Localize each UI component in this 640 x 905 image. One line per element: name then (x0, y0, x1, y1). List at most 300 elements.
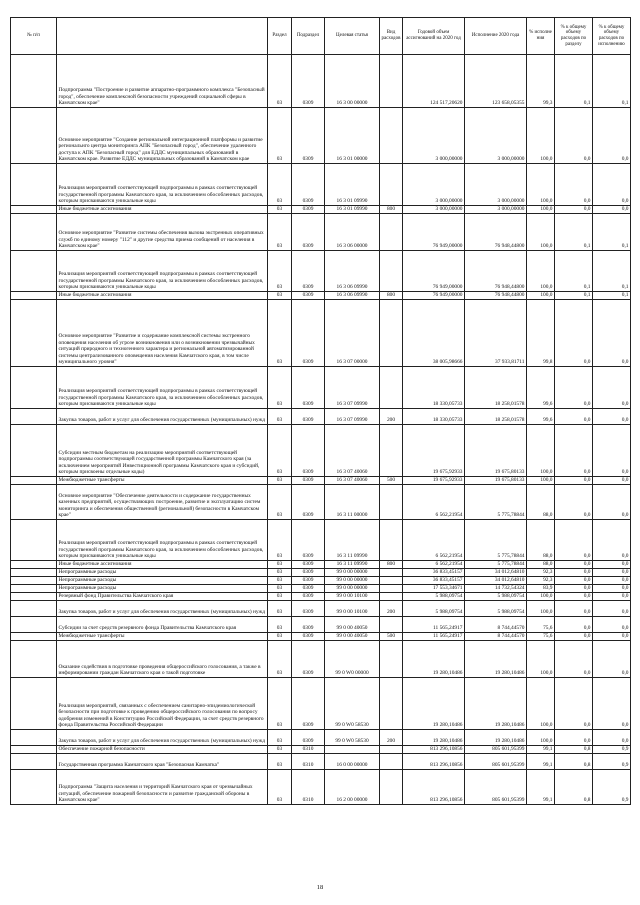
cell-fact: 34 012,64810 (465, 577, 527, 585)
table-row (11, 367, 631, 409)
table-row (11, 206, 631, 214)
cell-name: Иные бюджетные ассигнования (57, 292, 268, 300)
cell-fact: 3 000,00000 (465, 108, 527, 164)
cell-num (11, 577, 57, 585)
cell-share-razdel: 0,0 (555, 425, 593, 477)
cell-share-razdel: 0,0 (555, 206, 593, 214)
col-fact: Исполнение 2020 года (465, 18, 527, 55)
cell-share-razdel: 0,0 (555, 730, 593, 746)
cell-pct: 100,0 (527, 425, 555, 477)
cell-share-razdel: 0,0 (555, 367, 593, 409)
cell-share-razdel: 0,0 (555, 577, 593, 585)
cell-share-razdel: 0,0 (555, 633, 593, 641)
cell-num (11, 770, 57, 805)
cell-num (11, 108, 57, 164)
cell-podrazdel: 0309 (292, 409, 325, 425)
cell-share-total: 0,0 (593, 617, 631, 633)
cell-vr (380, 214, 403, 251)
cell-razdel: 03 (268, 577, 292, 585)
cell-share-razdel: 0,0 (555, 601, 593, 617)
cell-share-total: 0,0 (593, 561, 631, 569)
cell-plan: 6 562,21954 (403, 561, 465, 569)
cell-share-total: 0,0 (593, 164, 631, 206)
table-row (11, 55, 631, 108)
cell-csr: 16 3 07 40060 (325, 477, 380, 485)
cell-podrazdel: 0309 (292, 593, 325, 601)
cell-pct: 88,0 (527, 485, 555, 520)
cell-share-total: 0,0 (593, 206, 631, 214)
cell-plan: 36 833,45157 (403, 569, 465, 577)
cell-num (11, 425, 57, 477)
cell-csr: 16 3 07 40060 (325, 425, 380, 477)
cell-plan: 6 562,21954 (403, 485, 465, 520)
cell-csr: 16 3 07 00000 (325, 300, 380, 367)
cell-razdel: 03 (268, 409, 292, 425)
cell-csr: 16 3 06 00000 (325, 214, 380, 251)
cell-share-total: 0,0 (593, 577, 631, 585)
cell-plan: 3 000,00000 (403, 164, 465, 206)
cell-pct: 100,0 (527, 641, 555, 678)
cell-name: Основное мероприятие "Развитие и содержание комплексной системы экстренного оповещения населения об угрозе возникновения или о возникновении чрезвычайных ситуаций природного и техногенного характера и региональной автоматизированной системы централизованного оповещения населения Камчатского края, в том числе муниципального уровня" (57, 300, 268, 367)
cell-num (11, 585, 57, 593)
cell-razdel: 03 (268, 593, 292, 601)
cell-name: Резервный фонд Правительства Камчатского края (57, 593, 268, 601)
cell-pct: 99,8 (527, 300, 555, 367)
cell-fact: 3 000,00000 (465, 164, 527, 206)
cell-share-razdel: 0,1 (555, 292, 593, 300)
cell-pct: 100,0 (527, 251, 555, 292)
cell-pct: 100,0 (527, 214, 555, 251)
cell-csr: 99 0 W0 00000 (325, 641, 380, 678)
table-row (11, 746, 631, 754)
cell-fact: 37 933,81711 (465, 300, 527, 367)
table-row (11, 577, 631, 585)
cell-csr: 16 2 00 00000 (325, 770, 380, 805)
cell-csr: 99 0 W0 58530 (325, 678, 380, 730)
cell-share-total: 0,0 (593, 409, 631, 425)
cell-fact: 805 601,95399 (465, 746, 527, 754)
cell-pct: 88,0 (527, 561, 555, 569)
cell-vr (380, 164, 403, 206)
cell-fact: 76 948,44800 (465, 251, 527, 292)
col-vr: Вид расходов (380, 18, 403, 55)
cell-fact: 76 948,44800 (465, 214, 527, 251)
cell-csr: 16 3 07 09990 (325, 409, 380, 425)
cell-vr (380, 641, 403, 678)
cell-vr: 800 (380, 561, 403, 569)
cell-name: Межбюджетные трансферты (57, 477, 268, 485)
table-row (11, 770, 631, 805)
cell-name: Основное мероприятие "Развитие системы обеспечения вызова экстренных оперативных служб по единому номеру "112" и другие средства приема сообщений от населения в Камчатском крае" (57, 214, 268, 251)
cell-share-razdel: 0,0 (555, 678, 593, 730)
cell-pct: 100,0 (527, 206, 555, 214)
cell-fact: 805 601,95399 (465, 770, 527, 805)
cell-fact: 18 258,01578 (465, 409, 527, 425)
cell-plan: 813 296,10856 (403, 746, 465, 754)
cell-name: Основное мероприятие "Обеспечение деятельности и содержание государственных казенных предприятий, осуществляющих построение, развитие и эксплуатацию систем мониторинга и обеспечения общественной (региональной) безопасности в Камчатском крае" (57, 485, 268, 520)
cell-razdel: 03 (268, 477, 292, 485)
cell-num (11, 754, 57, 770)
cell-name: Иные бюджетные ассигнования (57, 561, 268, 569)
cell-num (11, 292, 57, 300)
cell-name: Подпрограмма "Построение и развитие аппаратно-программного комплекса "Безопасный город", обеспечение комплексной безопасности учреждений социальной сферы в Камчатском крае" (57, 55, 268, 108)
table-row (11, 300, 631, 367)
table-body (11, 55, 631, 805)
cell-name: Иные бюджетные ассигнования (57, 206, 268, 214)
table-row (11, 292, 631, 300)
cell-plan: 76 949,00000 (403, 292, 465, 300)
cell-pct: 99,1 (527, 770, 555, 805)
cell-num (11, 251, 57, 292)
cell-share-total: 0,0 (593, 485, 631, 520)
cell-vr: 200 (380, 409, 403, 425)
cell-csr: 99 0 00 40050 (325, 617, 380, 633)
cell-num (11, 730, 57, 746)
cell-num (11, 569, 57, 577)
cell-plan: 76 949,00000 (403, 251, 465, 292)
cell-razdel: 03 (268, 585, 292, 593)
cell-vr (380, 770, 403, 805)
cell-plan: 19 675,92933 (403, 477, 465, 485)
cell-fact: 805 601,95399 (465, 754, 527, 770)
cell-podrazdel: 0309 (292, 585, 325, 593)
cell-vr: 800 (380, 206, 403, 214)
cell-name: Реализация мероприятий соответствующей подпрограммы в рамках соответствующей государственной программы Камчатского края, за исключением обособленных расходов, которым присваиваются уникальные коды (57, 251, 268, 292)
table-row (11, 164, 631, 206)
cell-razdel: 03 (268, 617, 292, 633)
cell-fact: 19 280,10486 (465, 678, 527, 730)
cell-num (11, 300, 57, 367)
cell-plan: 18 330,05733 (403, 409, 465, 425)
cell-name: Реализация мероприятий соответствующей подпрограммы в рамках соответствующей государственной программы Камчатского края, за исключением обособленных расходов, которым присваиваются уникальные коды (57, 164, 268, 206)
cell-num (11, 485, 57, 520)
table-row (11, 569, 631, 577)
cell-csr: 16 3 11 09990 (325, 520, 380, 561)
cell-share-razdel: 0,0 (555, 164, 593, 206)
cell-vr (380, 678, 403, 730)
cell-share-razdel: 0,0 (555, 477, 593, 485)
cell-podrazdel: 0309 (292, 55, 325, 108)
cell-fact: 5 988,09754 (465, 593, 527, 601)
cell-share-total: 0,0 (593, 633, 631, 641)
cell-share-razdel: 0,0 (555, 569, 593, 577)
cell-name: Межбюджетные трансферты (57, 633, 268, 641)
cell-razdel: 03 (268, 251, 292, 292)
cell-csr: 16 3 01 09990 (325, 206, 380, 214)
cell-share-total: 0,0 (593, 367, 631, 409)
cell-pct: 99,1 (527, 746, 555, 754)
cell-pct: 88,0 (527, 520, 555, 561)
cell-share-total: 0,0 (593, 425, 631, 477)
cell-razdel: 03 (268, 206, 292, 214)
cell-pct: 100,0 (527, 730, 555, 746)
table-row (11, 425, 631, 477)
cell-podrazdel: 0310 (292, 754, 325, 770)
col-num: № п/п (11, 18, 57, 55)
cell-share-total: 0,0 (593, 641, 631, 678)
cell-name: Закупка товаров, работ и услуг для обеспечения государственных (муниципальных) нужд (57, 730, 268, 746)
table-row (11, 601, 631, 617)
cell-podrazdel: 0309 (292, 164, 325, 206)
cell-num (11, 206, 57, 214)
cell-fact: 5 775,78844 (465, 485, 527, 520)
cell-razdel: 03 (268, 367, 292, 409)
cell-fact: 5 988,09754 (465, 601, 527, 617)
cell-vr (380, 55, 403, 108)
cell-podrazdel: 0309 (292, 520, 325, 561)
cell-pct: 92,3 (527, 569, 555, 577)
cell-pct: 92,3 (527, 577, 555, 585)
col-share-razdel: % к общему объему расходов по разделу (555, 18, 593, 55)
cell-podrazdel: 0309 (292, 214, 325, 251)
cell-share-total: 0,0 (593, 585, 631, 593)
cell-vr (380, 485, 403, 520)
cell-vr (380, 520, 403, 561)
cell-share-total: 0,1 (593, 251, 631, 292)
cell-share-total: 0,0 (593, 477, 631, 485)
cell-name: Непрограммные расходы (57, 569, 268, 577)
cell-share-razdel: 0,8 (555, 746, 593, 754)
cell-podrazdel: 0309 (292, 425, 325, 477)
cell-csr: 16 0 00 00000 (325, 754, 380, 770)
cell-razdel: 03 (268, 633, 292, 641)
cell-pct: 100,0 (527, 593, 555, 601)
cell-podrazdel: 0309 (292, 569, 325, 577)
cell-csr: 99 0 00 00000 (325, 577, 380, 585)
cell-name: Реализация мероприятий соответствующей подпрограммы в рамках соответствующей государственной программы Камчатского края, за исключением обособленных расходов, которым присваиваются уникальные коды (57, 367, 268, 409)
cell-csr: 16 3 01 00000 (325, 108, 380, 164)
table-row (11, 617, 631, 633)
col-share-total: % к общему объему расходов по исполнению (593, 18, 631, 55)
cell-share-total: 0,9 (593, 754, 631, 770)
cell-share-total: 0,0 (593, 678, 631, 730)
col-pct: % исполне ния (527, 18, 555, 55)
cell-name: Реализация мероприятий, связанных с обеспечением санитарно-эпидемиологической безопасности при подготовке к проведению общероссийского голосования по вопросу одобрения изменений в Конституцию Российской Федерации, за счет средств резервного фонда Правительства Российской Федерации (57, 678, 268, 730)
cell-pct: 100,0 (527, 292, 555, 300)
cell-plan: 19 280,10486 (403, 641, 465, 678)
cell-pct: 83,9 (527, 585, 555, 593)
cell-fact: 3 000,00000 (465, 206, 527, 214)
cell-podrazdel: 0310 (292, 770, 325, 805)
cell-vr (380, 746, 403, 754)
cell-plan: 36 833,45157 (403, 577, 465, 585)
cell-razdel: 03 (268, 292, 292, 300)
cell-razdel: 03 (268, 55, 292, 108)
cell-num (11, 214, 57, 251)
table-row (11, 585, 631, 593)
cell-share-razdel: 0,0 (555, 593, 593, 601)
cell-share-razdel: 0,8 (555, 754, 593, 770)
cell-csr: 16 3 00 00000 (325, 55, 380, 108)
cell-pct: 99,6 (527, 409, 555, 425)
cell-share-razdel: 0,0 (555, 485, 593, 520)
table-row (11, 485, 631, 520)
cell-share-razdel: 0,0 (555, 520, 593, 561)
cell-num (11, 367, 57, 409)
cell-plan: 3 000,00000 (403, 206, 465, 214)
cell-razdel: 03 (268, 641, 292, 678)
cell-podrazdel: 0309 (292, 485, 325, 520)
cell-razdel: 03 (268, 214, 292, 251)
cell-plan: 19 280,10486 (403, 678, 465, 730)
cell-share-total: 0,1 (593, 214, 631, 251)
cell-vr (380, 577, 403, 585)
cell-vr (380, 251, 403, 292)
cell-name: Оказание содействия в подготовке проведения общероссийского голосования, а также в информировании граждан Камчатского края о такой подготовке (57, 641, 268, 678)
cell-name: Субсидии местным бюджетам на реализацию мероприятий соответствующей подпрограммы соответствующей государственной программы Камчатского края (за исключением мероприятий Инвестиционной программы Камчатского края и субсидий, которым присвоены отдельные коды) (57, 425, 268, 477)
cell-vr (380, 617, 403, 633)
table-row (11, 593, 631, 601)
cell-razdel: 03 (268, 754, 292, 770)
cell-razdel: 03 (268, 678, 292, 730)
cell-fact: 19 675,80133 (465, 425, 527, 477)
cell-vr (380, 300, 403, 367)
cell-num (11, 593, 57, 601)
cell-vr (380, 108, 403, 164)
cell-csr: 99 0 00 10100 (325, 601, 380, 617)
cell-csr: 16 3 06 09990 (325, 292, 380, 300)
cell-num (11, 561, 57, 569)
cell-plan: 5 988,09754 (403, 593, 465, 601)
cell-podrazdel: 0309 (292, 577, 325, 585)
cell-podrazdel: 0309 (292, 641, 325, 678)
cell-share-total: 0,1 (593, 292, 631, 300)
cell-vr: 200 (380, 730, 403, 746)
table-row (11, 477, 631, 485)
cell-share-razdel: 0,0 (555, 300, 593, 367)
cell-csr: 99 0 W0 58530 (325, 730, 380, 746)
cell-plan: 17 553,34671 (403, 585, 465, 593)
cell-fact: 8 744,44570 (465, 617, 527, 633)
cell-csr: 16 3 01 09990 (325, 164, 380, 206)
cell-podrazdel: 0309 (292, 108, 325, 164)
table-row (11, 641, 631, 678)
cell-share-razdel: 0,1 (555, 55, 593, 108)
cell-razdel: 03 (268, 770, 292, 805)
cell-num (11, 55, 57, 108)
cell-pct: 100,0 (527, 164, 555, 206)
table-row (11, 633, 631, 641)
cell-podrazdel: 0309 (292, 367, 325, 409)
cell-num (11, 678, 57, 730)
col-plan: Годовой объем ассигнований на 2020 год (403, 18, 465, 55)
cell-fact: 123 658,05355 (465, 55, 527, 108)
cell-plan: 18 330,05733 (403, 367, 465, 409)
cell-num (11, 409, 57, 425)
cell-fact: 18 258,01578 (465, 367, 527, 409)
cell-csr: 16 3 11 00000 (325, 485, 380, 520)
cell-plan: 6 562,21954 (403, 520, 465, 561)
cell-vr: 200 (380, 601, 403, 617)
col-name (57, 18, 268, 55)
cell-share-total: 0,0 (593, 730, 631, 746)
cell-share-razdel: 0,1 (555, 251, 593, 292)
cell-name: Непрограммные расходы (57, 577, 268, 585)
cell-pct: 99,6 (527, 367, 555, 409)
table-row (11, 520, 631, 561)
cell-share-total: 0,0 (593, 520, 631, 561)
cell-num (11, 601, 57, 617)
budget-table (10, 17, 631, 805)
cell-podrazdel: 0309 (292, 633, 325, 641)
cell-share-razdel: 0,0 (555, 617, 593, 633)
cell-csr: 99 0 00 00000 (325, 569, 380, 577)
cell-csr: 16 3 11 09990 (325, 561, 380, 569)
cell-razdel: 03 (268, 569, 292, 577)
cell-plan: 19 675,92933 (403, 425, 465, 477)
cell-podrazdel: 0309 (292, 730, 325, 746)
cell-razdel: 03 (268, 108, 292, 164)
cell-plan: 76 949,00000 (403, 214, 465, 251)
cell-vr (380, 754, 403, 770)
cell-razdel: 03 (268, 164, 292, 206)
cell-name: Субсидии за счет средств резервного фонда Правительства Камчатского края (57, 617, 268, 633)
cell-share-razdel: 0,8 (555, 770, 593, 805)
cell-razdel: 03 (268, 730, 292, 746)
cell-pct: 100,0 (527, 678, 555, 730)
cell-plan: 38 005,98666 (403, 300, 465, 367)
cell-podrazdel: 0309 (292, 292, 325, 300)
table-row (11, 754, 631, 770)
cell-num (11, 520, 57, 561)
cell-podrazdel: 0309 (292, 300, 325, 367)
cell-podrazdel: 0310 (292, 746, 325, 754)
cell-razdel: 03 (268, 485, 292, 520)
cell-vr (380, 569, 403, 577)
cell-podrazdel: 0309 (292, 206, 325, 214)
cell-vr: 500 (380, 477, 403, 485)
table-row (11, 678, 631, 730)
table-row (11, 214, 631, 251)
cell-name: Обеспечение пожарной безопасности (57, 746, 268, 754)
cell-share-razdel: 0,1 (555, 214, 593, 251)
table-row (11, 561, 631, 569)
cell-num (11, 746, 57, 754)
cell-num (11, 633, 57, 641)
cell-share-razdel: 0,0 (555, 641, 593, 678)
cell-name: Реализация мероприятий соответствующей подпрограммы в рамках соответствующей государственной программы Камчатского края, за исключением обособленных расходов, которым присваиваются уникальные коды (57, 520, 268, 561)
cell-vr (380, 593, 403, 601)
cell-name: Закупка товаров, работ и услуг для обеспечения государственных (муниципальных) нужд (57, 601, 268, 617)
cell-plan: 124 517,20620 (403, 55, 465, 108)
cell-vr: 800 (380, 292, 403, 300)
table-row (11, 409, 631, 425)
cell-plan: 3 000,00000 (403, 108, 465, 164)
cell-plan: 5 988,09754 (403, 601, 465, 617)
cell-fact: 5 775,78844 (465, 520, 527, 561)
cell-pct: 75,6 (527, 633, 555, 641)
cell-share-total: 0,0 (593, 300, 631, 367)
cell-podrazdel: 0309 (292, 601, 325, 617)
cell-podrazdel: 0309 (292, 561, 325, 569)
cell-csr: 99 0 00 00000 (325, 585, 380, 593)
cell-razdel: 03 (268, 601, 292, 617)
cell-vr (380, 367, 403, 409)
cell-num (11, 641, 57, 678)
cell-fact: 76 948,44800 (465, 292, 527, 300)
cell-plan: 11 565,24917 (403, 617, 465, 633)
col-podrazdel: Подраздел (292, 18, 325, 55)
cell-pct: 99,3 (527, 55, 555, 108)
table-header-row (11, 18, 631, 55)
col-csr: Целевая статья (325, 18, 380, 55)
table-row (11, 730, 631, 746)
cell-share-total: 0,0 (593, 593, 631, 601)
cell-pct: 75,6 (527, 617, 555, 633)
cell-share-total: 0,1 (593, 55, 631, 108)
cell-fact: 34 012,64810 (465, 569, 527, 577)
cell-vr (380, 585, 403, 593)
